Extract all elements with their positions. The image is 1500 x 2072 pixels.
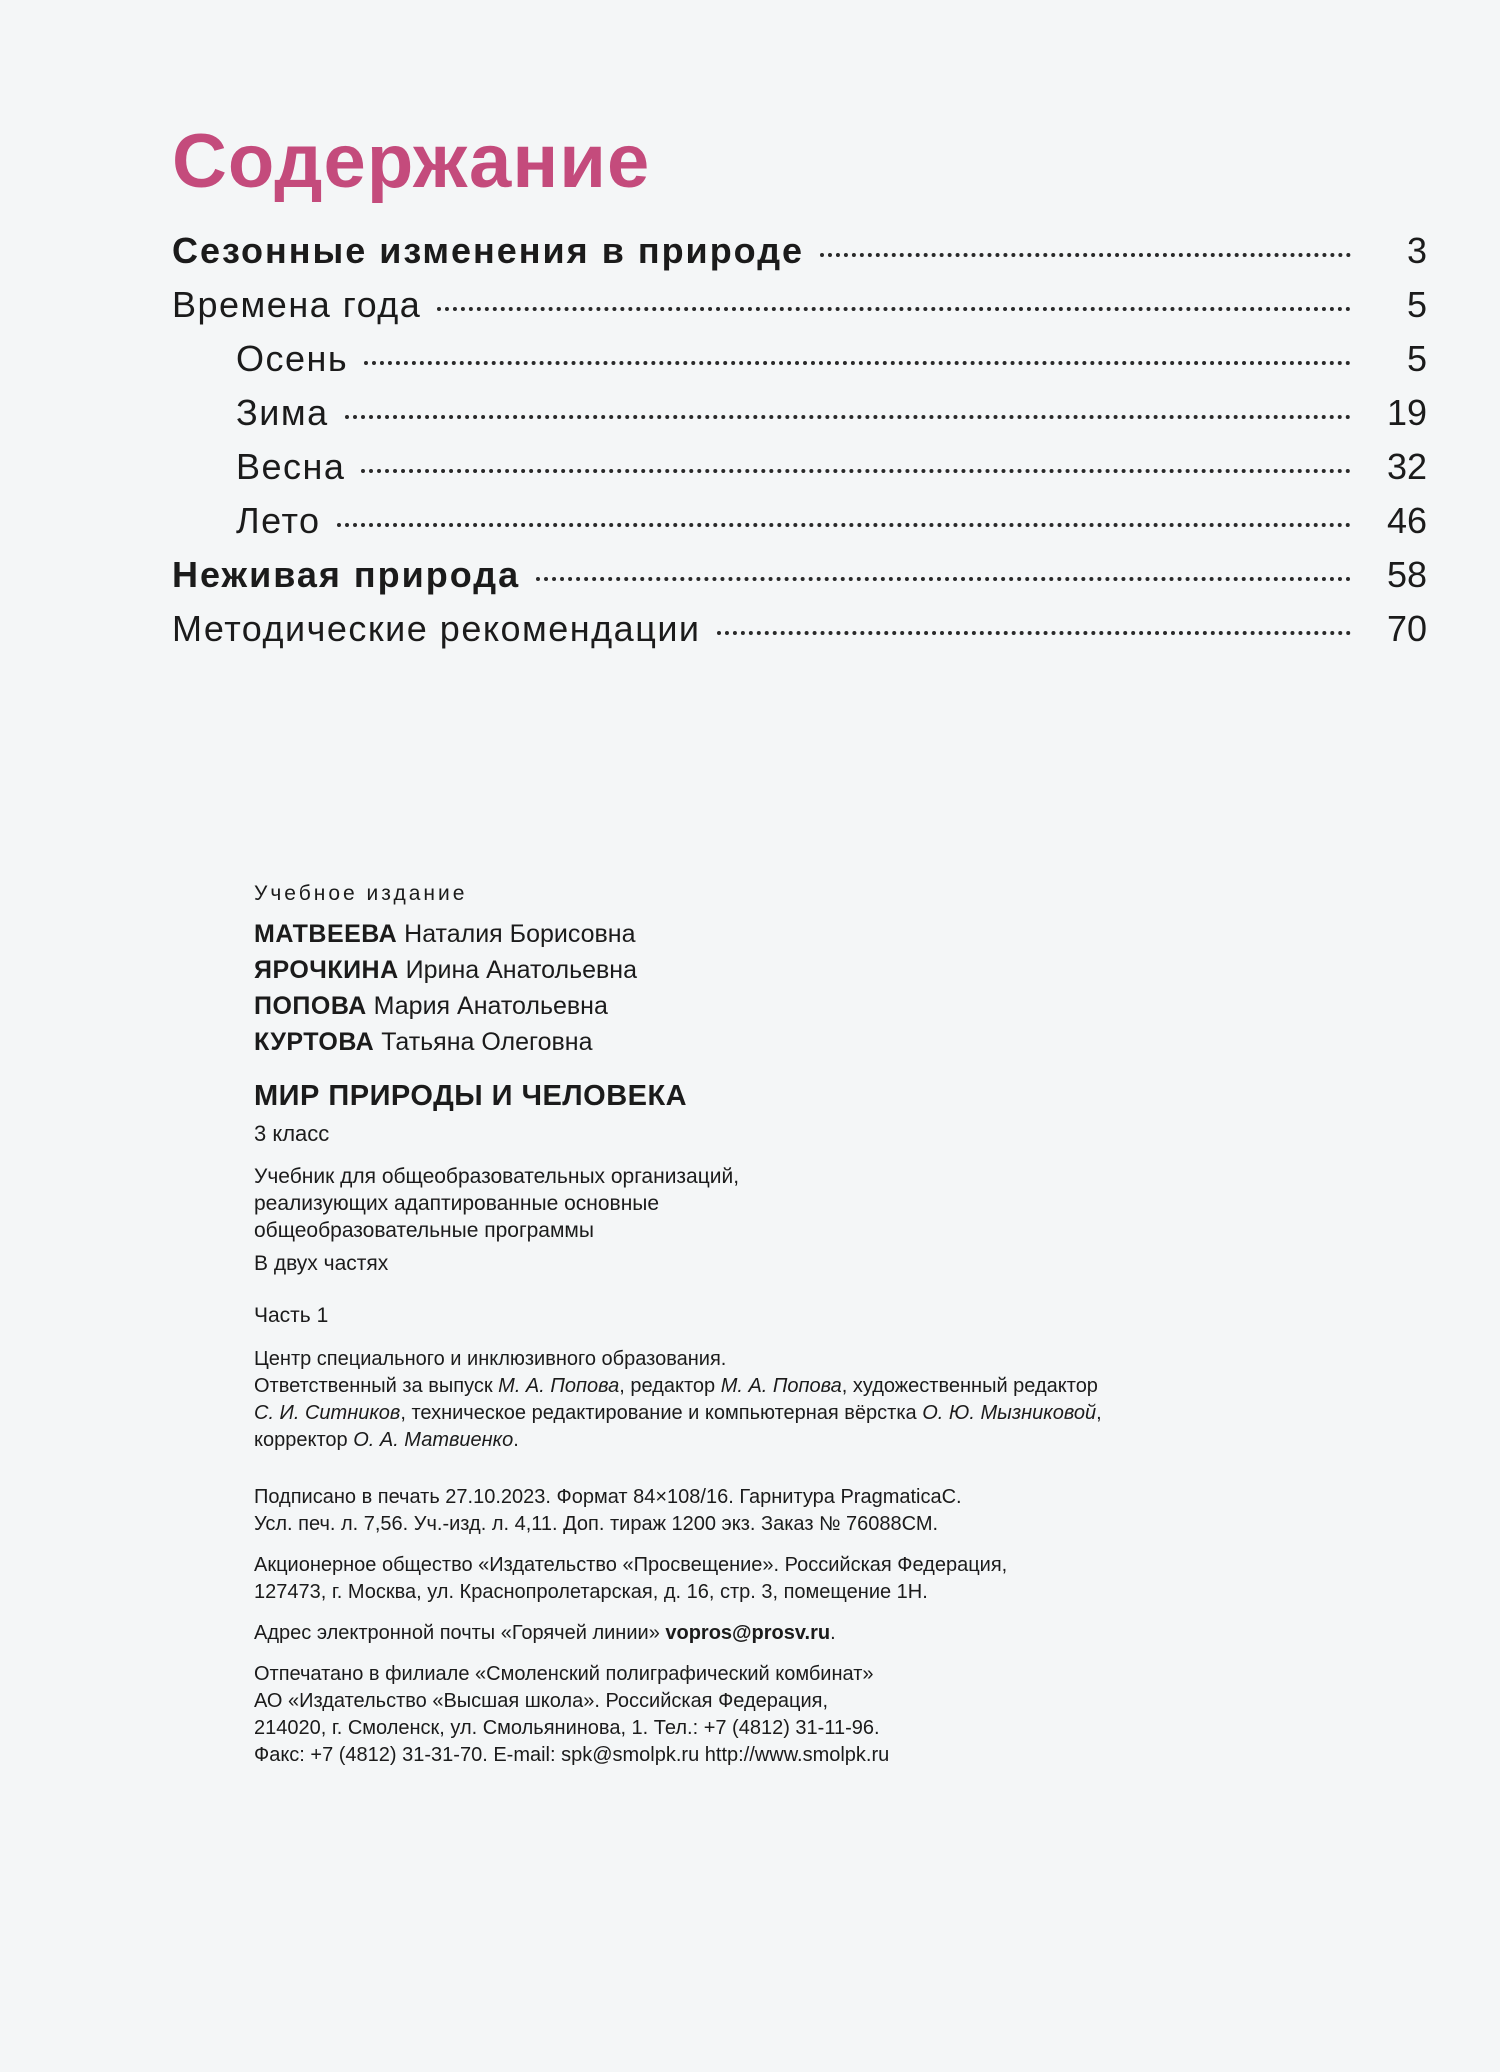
hotline-email-link[interactable]: vopros@prosv.ru [665,1622,831,1644]
printer-line: АО «Издательство «Высшая школа». Российская Федерация, [254,1690,829,1712]
authors-list [254,916,1434,1060]
credits-line [254,1373,1434,1400]
credits-person: О. Ю. Мызниковой [922,1402,1097,1424]
toc-leader-dots [361,469,1351,473]
author-name: Татьяна Олеговна [381,1028,593,1056]
toc-entry-page: 70 [1386,608,1427,649]
toc-entry-page: 32 [1386,446,1427,487]
toc-leader-dots [345,415,1351,419]
toc-entry[interactable] [172,284,1427,338]
author-name: Ирина Анатольевна [405,956,637,984]
part-number: Часть 1 [254,1304,329,1327]
toc-entry[interactable] [172,230,1427,284]
toc-leader-dots [717,631,1351,635]
toc-entry-page: 58 [1386,554,1427,595]
toc-leader-dots [820,253,1351,257]
toc-entry-label: Лето [236,500,321,541]
toc-entry-page: 3 [1406,230,1427,271]
credits-text: Ответственный за выпуск [254,1375,499,1397]
toc-entry-label: Неживая природа [172,554,521,595]
author-name: Наталия Борисовна [404,920,636,948]
credits-text: , техническое редактирование и компьютерная вёрстка [400,1402,923,1424]
toc-entry-label: Зима [236,392,329,433]
printer-line: Факс: +7 (4812) 31-31-70. E-mail: spk@smolpk.ru http://www.smolpk.ru [254,1744,890,1766]
toc-entry-label: Времена года [172,284,422,325]
toc-entry-label: Весна [236,446,346,487]
hotline-line [254,1620,1434,1647]
description-line: реализующих адаптированные основные [254,1192,660,1215]
imprint-section [254,882,1434,1769]
credits-text: . [513,1429,519,1451]
toc-leader-dots [437,307,1351,311]
table-of-contents [172,230,1427,662]
toc-entry[interactable] [172,392,1427,446]
printer-line: Отпечатано в филиале «Смоленский полиграфический комбинат» [254,1663,874,1685]
credits-person: М. А. Попова [498,1375,620,1397]
credits-person: О. А. Матвиенко [353,1429,514,1451]
author [254,1024,1434,1060]
author-surname: ЯРОЧКИНА [254,956,399,984]
author [254,988,1434,1024]
publisher-line: Акционерное общество «Издательство «Просвещение». Российская Федерация, [254,1554,1008,1576]
toc-entry[interactable] [172,338,1427,392]
toc-entry-page: 5 [1406,284,1427,325]
parts-count: В двух частях [254,1252,389,1275]
publisher-block [254,1552,1434,1606]
toc-leader-dots [536,577,1351,581]
description-line: общеобразовательные программы [254,1219,594,1242]
toc-leader-dots [337,523,1351,527]
toc-entry-page: 46 [1386,500,1427,541]
toc-entry-label: Сезонные изменения в природе [172,230,805,271]
author-name: Мария Анатольевна [373,992,608,1020]
grade-label: 3 класс [254,1121,330,1146]
credits-line [254,1427,1434,1454]
book-title: МИР ПРИРОДЫ И ЧЕЛОВЕКА [254,1080,688,1112]
publisher-line: 127473, г. Москва, ул. Краснопролетарская, д. 16, стр. 3, помещение 1Н. [254,1581,928,1603]
print-info-block [254,1484,1434,1538]
credits-text: корректор [254,1429,354,1451]
author [254,952,1434,988]
credits-text: , художественный редактор [841,1375,1098,1397]
printer-block [254,1661,1434,1769]
author-surname: ПОПОВА [254,992,367,1020]
toc-entry[interactable] [172,446,1427,500]
toc-entry[interactable] [172,554,1427,608]
description-line: Учебник для общеобразовательных организаций, [254,1165,740,1188]
credits-text: , редактор [619,1375,721,1397]
credits-block [254,1346,1434,1454]
hotline-end: . [830,1622,836,1644]
toc-entry-page: 5 [1406,338,1427,379]
toc-leader-dots [364,361,1351,365]
toc-entry[interactable] [172,500,1427,554]
page-title: Содержание [172,119,651,204]
author-surname: МАТВЕЕВА [254,920,398,948]
print-info-line: Усл. печ. л. 7,56. Уч.-изд. л. 4,11. Доп. тираж 1200 экз. Заказ № 76088СМ. [254,1513,939,1535]
credits-person: М. А. Попова [720,1375,842,1397]
toc-entry-label: Осень [236,338,349,379]
toc-entry-label: Методические рекомендации [172,608,701,649]
book-description [254,1163,1434,1244]
printer-line: 214020, г. Смоленск, ул. Смольянинова, 1. Тел.: +7 (4812) 31-11-96. [254,1717,880,1739]
author-surname: КУРТОВА [254,1028,375,1056]
toc-entry-page: 19 [1386,392,1427,433]
toc-entry[interactable] [172,608,1427,662]
credits-line [254,1400,1434,1427]
edition-kind: Учебное издание [254,882,468,905]
hotline-label: Адрес электронной почты «Горячей линии» [254,1622,666,1644]
print-info-line: Подписано в печать 27.10.2023. Формат 84×108/16. Гарнитура PragmaticaC. [254,1486,962,1508]
credits-text: , [1096,1402,1102,1424]
credits-person: С. И. Ситников [254,1402,401,1424]
author [254,916,1434,952]
center-name: Центр специального и инклюзивного образования. [254,1348,727,1370]
